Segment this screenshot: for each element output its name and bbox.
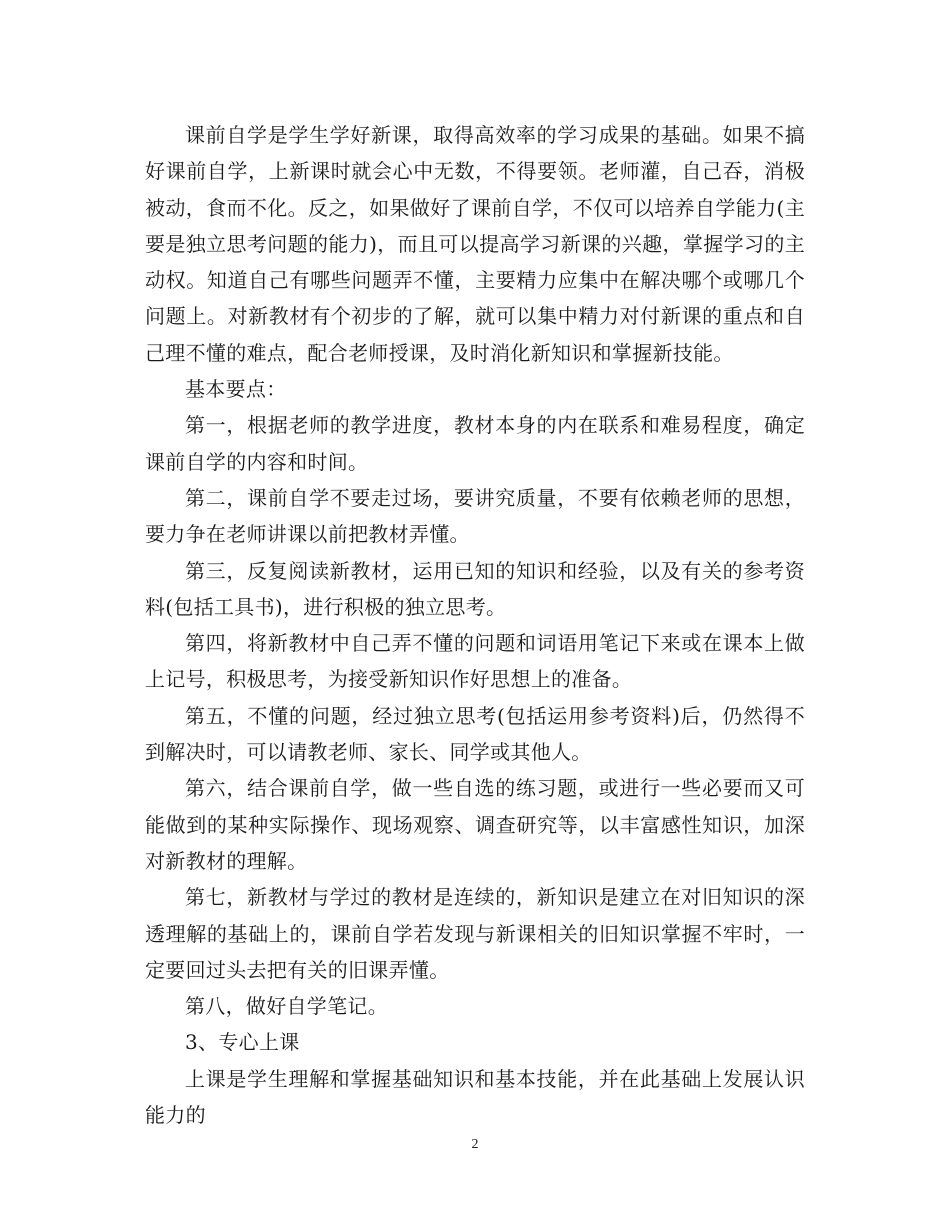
paragraph-point-1: 第一，根据老师的教学进度，教材本身的内在联系和难易程度，确定课前自学的内容和时间。 [145,413,805,474]
paragraph-point-6: 第六，结合课前自学，做一些自选的练习题，或进行一些必要而又可能做到的某种实际操作、现场观察、调查研究等，以丰富感性知识，加深对新教材的理解。 [145,776,805,873]
paragraph-point-8: 第八，做好自学笔记。 [185,994,388,1019]
paragraph-point-2: 第二，课前自学不要走过场，要讲究质量，不要有依赖老师的思想，要力争在老师讲课以前把教材弄懂。 [145,485,805,547]
section-heading-focus-in-class: 3、专心上课 [185,1030,300,1055]
document-body [145,117,805,1133]
paragraph-point-5: 第五，不懂的问题，经过独立思考(包括运用参考资料)后，仍然得不到解决时，可以请教老师、家长、同学或其他人。 [145,703,805,765]
paragraph-class-intro: 上课是学生理解和掌握基础知识和基本技能，并在此基础上发展认识能力的 [145,1066,805,1128]
paragraph-point-7: 第七，新教材与学过的教材是连续的，新知识是建立在对旧知识的深透理解的基础上的，课前自学若发现与新课相关的旧知识掌握不牢时，一定要回过头去把有关的旧课弄懂。 [145,885,805,982]
paragraph-point-4: 第四，将新教材中自己弄不懂的问题和词语用笔记下来或在课本上做上记号，积极思考，为接受新知识作好思想上的准备。 [145,631,805,692]
paragraph-key-points-heading: 基本要点： [185,377,287,402]
paragraph-point-3: 第三，反复阅读新教材，运用已知的知识和经验，以及有关的参考资料(包括工具书)，进行积极的独立思考。 [145,558,805,619]
paragraph-intro: 课前自学是学生学好新课，取得高效率的学习成果的基础。如果不搞好课前自学，上新课时就会心中无数，不得要领。老师灌，自己吞，消极被动，食而不化。反之，如果做好了课前自学，不仅可以培养自学能力(主要是独立思考问题的能力)，而且可以提高学习新课的兴趣，掌握学习的主动权。知道自己有哪些问题弄不懂，主要精力应集中在解决哪个或哪几个问题上。对新教材有个初步的了解，就可以集中精力对付新课的重点和自己理不懂的难点，配合老师授课，及时消化新知识和掌握新技能。 [145,123,805,365]
page-number: 2 [471,1137,479,1152]
